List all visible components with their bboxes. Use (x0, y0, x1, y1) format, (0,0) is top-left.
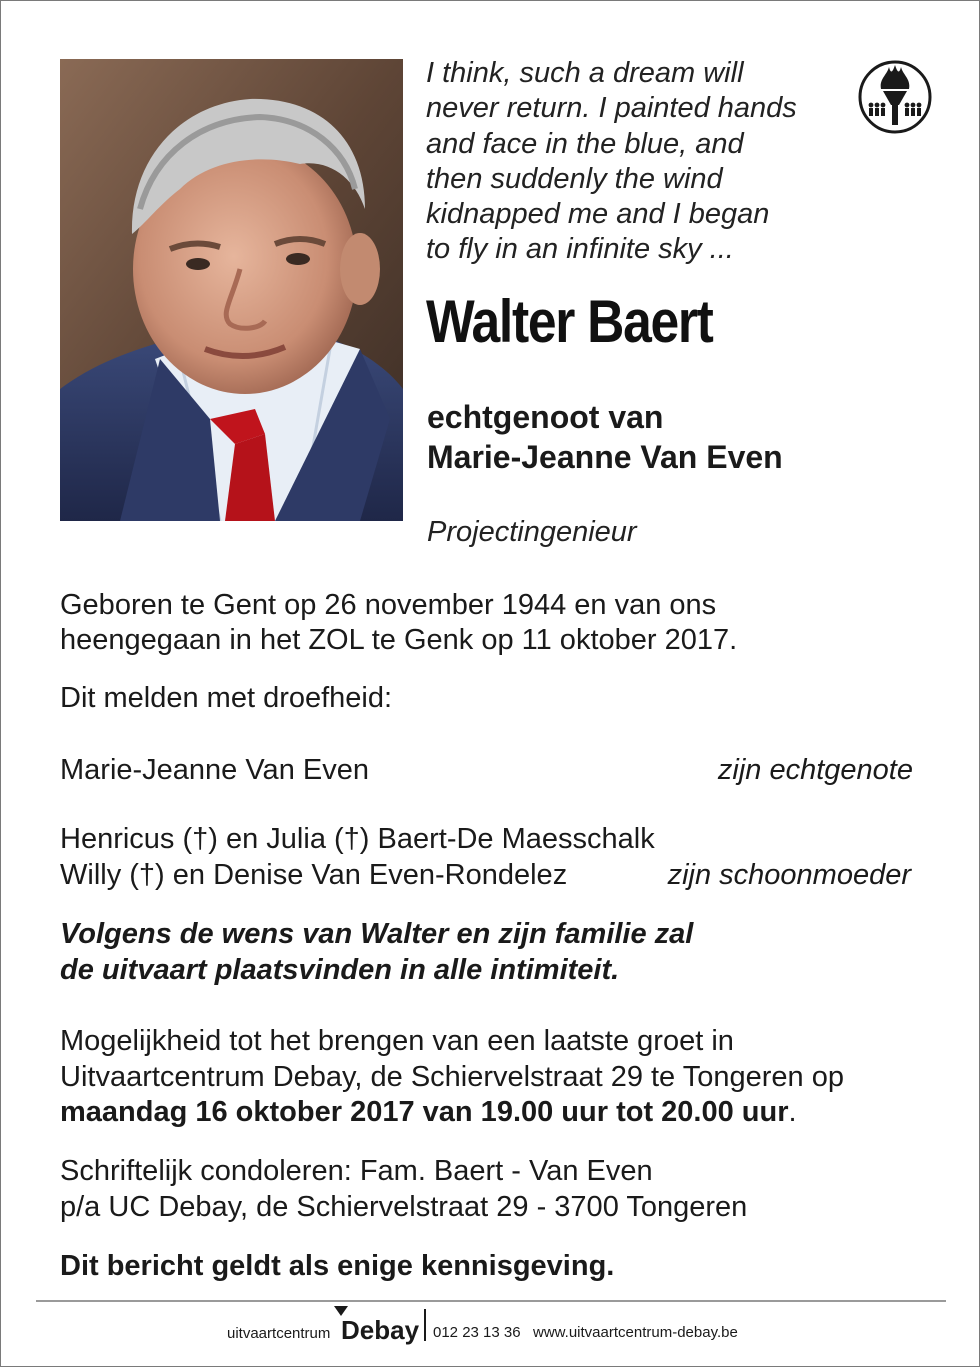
poem-quote (426, 56, 846, 268)
torch-emblem-icon (857, 59, 933, 135)
spouse-relation (427, 397, 783, 477)
visitation-line (60, 1096, 797, 1129)
poem-line: I think, such a dream will (426, 57, 744, 89)
footer-phone: 012 23 13 36 (433, 1324, 521, 1341)
visitation-line: Mogelijkheid tot het brengen van een laatste groet in (60, 1025, 734, 1057)
family-member-role: zijn echtgenote (717, 754, 913, 786)
announce-intro: Dit melden met droefheid: (60, 682, 393, 714)
poem-line: and face in the blue, and (426, 127, 744, 160)
deceased-name: Walter Baert (426, 288, 713, 355)
visitation-datetime: maandag 16 oktober 2017 van 19.00 uur tot 20.00 uur (60, 1096, 789, 1128)
condolence-line: p/a UC Debay, de Schiervelstraat 29 - 3700 Tongeren (60, 1191, 748, 1223)
notice-line: Dit bericht geldt als enige kennisgeving. (60, 1250, 615, 1282)
brand-prefix: uitvaartcentrum (227, 1325, 331, 1342)
portrait-photo (60, 59, 403, 521)
wish-line: Volgens de wens van Walter en zijn familie zal (60, 918, 694, 950)
brand-name: Debay (341, 1315, 420, 1345)
visitation-period: . (788, 1096, 797, 1128)
family-member-name: Henricus (†) en Julia (†) Baert-De Maesschalk (60, 823, 655, 855)
family-member-name: Marie-Jeanne Van Even (60, 754, 369, 786)
portrait-illustration (60, 59, 403, 521)
spouse-name: Marie-Jeanne Van Even (427, 439, 783, 475)
family-member-name: Willy (†) en Denise Van Even-Rondelez (60, 859, 568, 891)
poem-line: then suddenly the wind (426, 162, 723, 195)
poem-line: to fly in an infinite sky ... (426, 233, 734, 266)
family-member-role: zijn schoonmoeder (667, 859, 911, 891)
birth-death-line: Geboren te Gent op 26 november 1944 en van ons (60, 589, 717, 621)
birth-death-line: heengegaan in het ZOL te Genk op 11 oktober 2017. (60, 624, 738, 656)
poem-line: never return. I painted hands (426, 92, 797, 125)
footer-divider (36, 1300, 946, 1302)
footer-website: www.uitvaartcentrum-debay.be (533, 1324, 738, 1341)
visitation-line: Uitvaartcentrum Debay, de Schiervelstraat 29 te Tongeren op (60, 1061, 844, 1093)
poem-line: kidnapped me and I began (426, 198, 770, 231)
wish-line: de uitvaart plaatsvinden in alle intimiteit. (60, 954, 620, 986)
profession: Projectingenieur (427, 516, 637, 548)
condolence-line: Schriftelijk condoleren: Fam. Baert - Van Even (60, 1155, 653, 1187)
relation-line: echtgenoot van (427, 399, 664, 435)
footer (1, 1305, 979, 1355)
footer-separator (424, 1309, 426, 1341)
